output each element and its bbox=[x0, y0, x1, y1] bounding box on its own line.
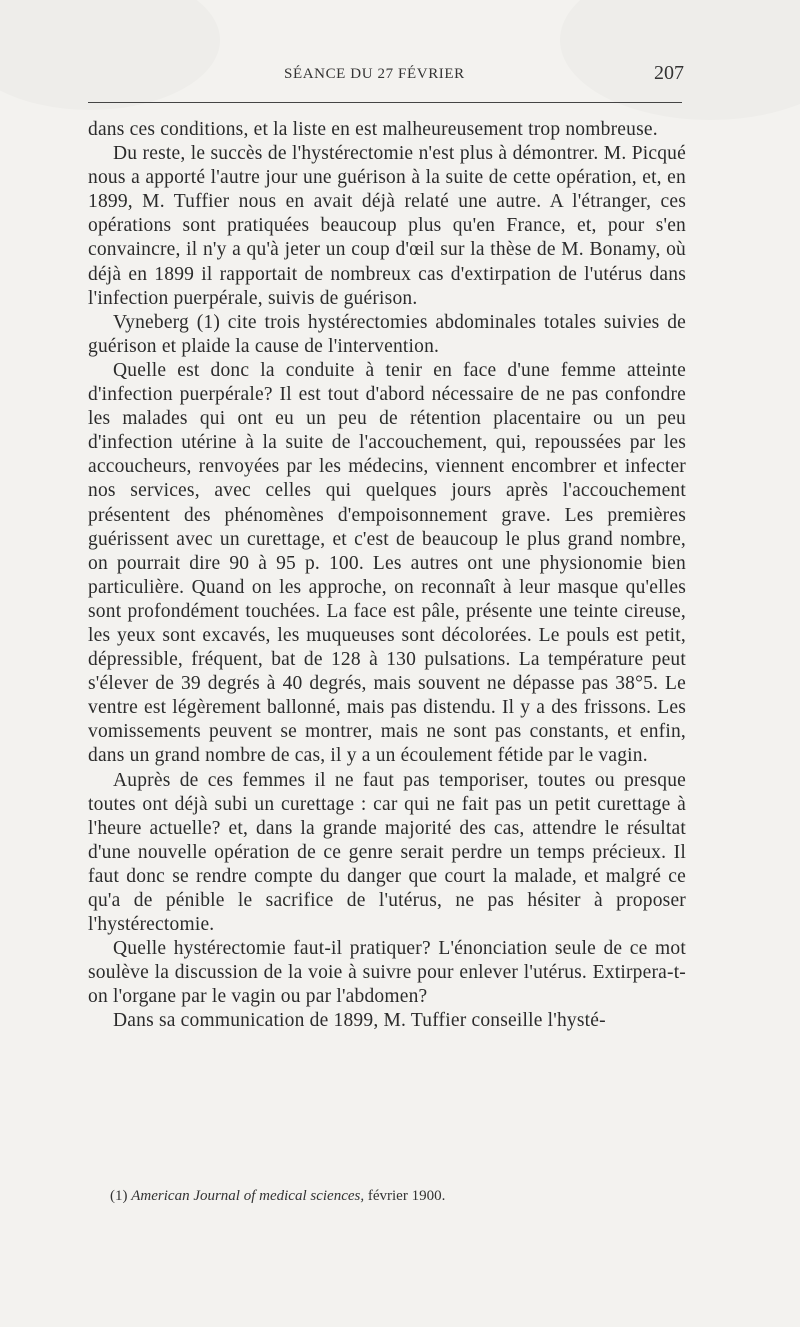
paragraph: Quelle hystérectomie faut-il pratiquer? L'énonciation seule de ce mot soulève la discussion de la voie à suivre pour enlever l'utérus. Extirpera-t-on l'organe par le vagin ou par l'abdomen? bbox=[88, 938, 686, 1008]
paragraph: Vyneberg (1) cite trois hystérectomies abdominales totales suivies de guérison et plaide la cause de l'intervention. bbox=[88, 311, 686, 357]
paper-stain bbox=[0, 0, 220, 110]
running-title: SÉANCE DU 27 FÉVRIER bbox=[284, 66, 465, 82]
paragraph: Du reste, le succès de l'hystérectomie n'est plus à démontrer. M. Picqué nous a apporté l'autre jour une guérison à la suite de cette opération, et, en 1899, M. Tuffier nous en avait déjà relaté une autre. A l'étranger, ces opérations sont pratiquées beaucoup plus qu'en France, et, pour s'en convaincre, il n'y a qu'à jeter un coup d'œil sur la thèse de M. Bonamy, où déjà en 1899 il rapportait de nombreux cas d'extirpation de l'utérus dans l'infection puerpérale, suivis de guérison. bbox=[88, 143, 686, 309]
paragraph: Auprès de ces femmes il ne faut pas temporiser, toutes ou presque toutes ont déjà subi un curettage : car qui ne fait pas un petit curettage à l'heure actuelle? et, dans la grande majorité des cas, attendre le résultat d'une nouvelle opération de ce genre serait perdre un temps précieux. Il faut donc se rendre compte du danger que court la malade, et malgré ce qu'a de pénible le sacrifice de l'utérus, ne pas hésiter à proposer l'hystérectomie. bbox=[88, 769, 686, 936]
page-number: 207 bbox=[654, 62, 684, 84]
footnote-journal: American Journal of medical sciences, bbox=[131, 1188, 365, 1204]
page-header bbox=[88, 60, 684, 90]
paragraph: dans ces conditions, et la liste en est malheureusement trop nombreuse. bbox=[88, 119, 658, 140]
paragraph: Dans sa communication de 1899, M. Tuffier conseille l'hysté- bbox=[113, 1010, 606, 1032]
footnote-marker: (1) bbox=[110, 1188, 128, 1204]
header-rule bbox=[88, 102, 682, 103]
footnote bbox=[110, 1188, 670, 1205]
footnote-date: février 1900. bbox=[367, 1188, 446, 1204]
paragraph: Quelle est donc la conduite à tenir en face d'une femme atteinte d'infection puerpérale? Il est tout d'abord nécessaire de ne pas confondre les malades qui ont eu un peu de rétention placentaire ou un peu d'infection utérine à la suite de l'accouchement, qui, repoussées par les accoucheurs, renvoyées par les médecins, viennent encombrer et infecter nos services, avec celles qui quelques jours après l'accouchement présentent des phénomènes d'empoisonnement grave. Les premières guérissent avec un curettage, et c'est de beaucoup le plus grand nombre, on pourrait dire 90 à 95 p. 100. Les autres ont une physionomie bien particulière. Quand on les approche, on reconnaît à leur masque qu'elles sont profondément touchées. La face est pâle, présente une teinte cireuse, les yeux sont excavés, les muqueuses sont décolorées. Le pouls est petit, dépressible, fréquent, bat de 128 à 130 pulsations. La température peut s'élever de 39 degrés à 40 degrés, mais souvent ne dépasse pas 38°5. Le ventre est légèrement ballonné, mais pas distendu. Il y a des frissons. Les vomissements peuvent se montrer, mais ne sont pas constants, et enfin, dans un grand nombre de cas, il y a un écoulement fétide par le vagin. bbox=[88, 359, 686, 767]
body-text bbox=[88, 118, 686, 1034]
